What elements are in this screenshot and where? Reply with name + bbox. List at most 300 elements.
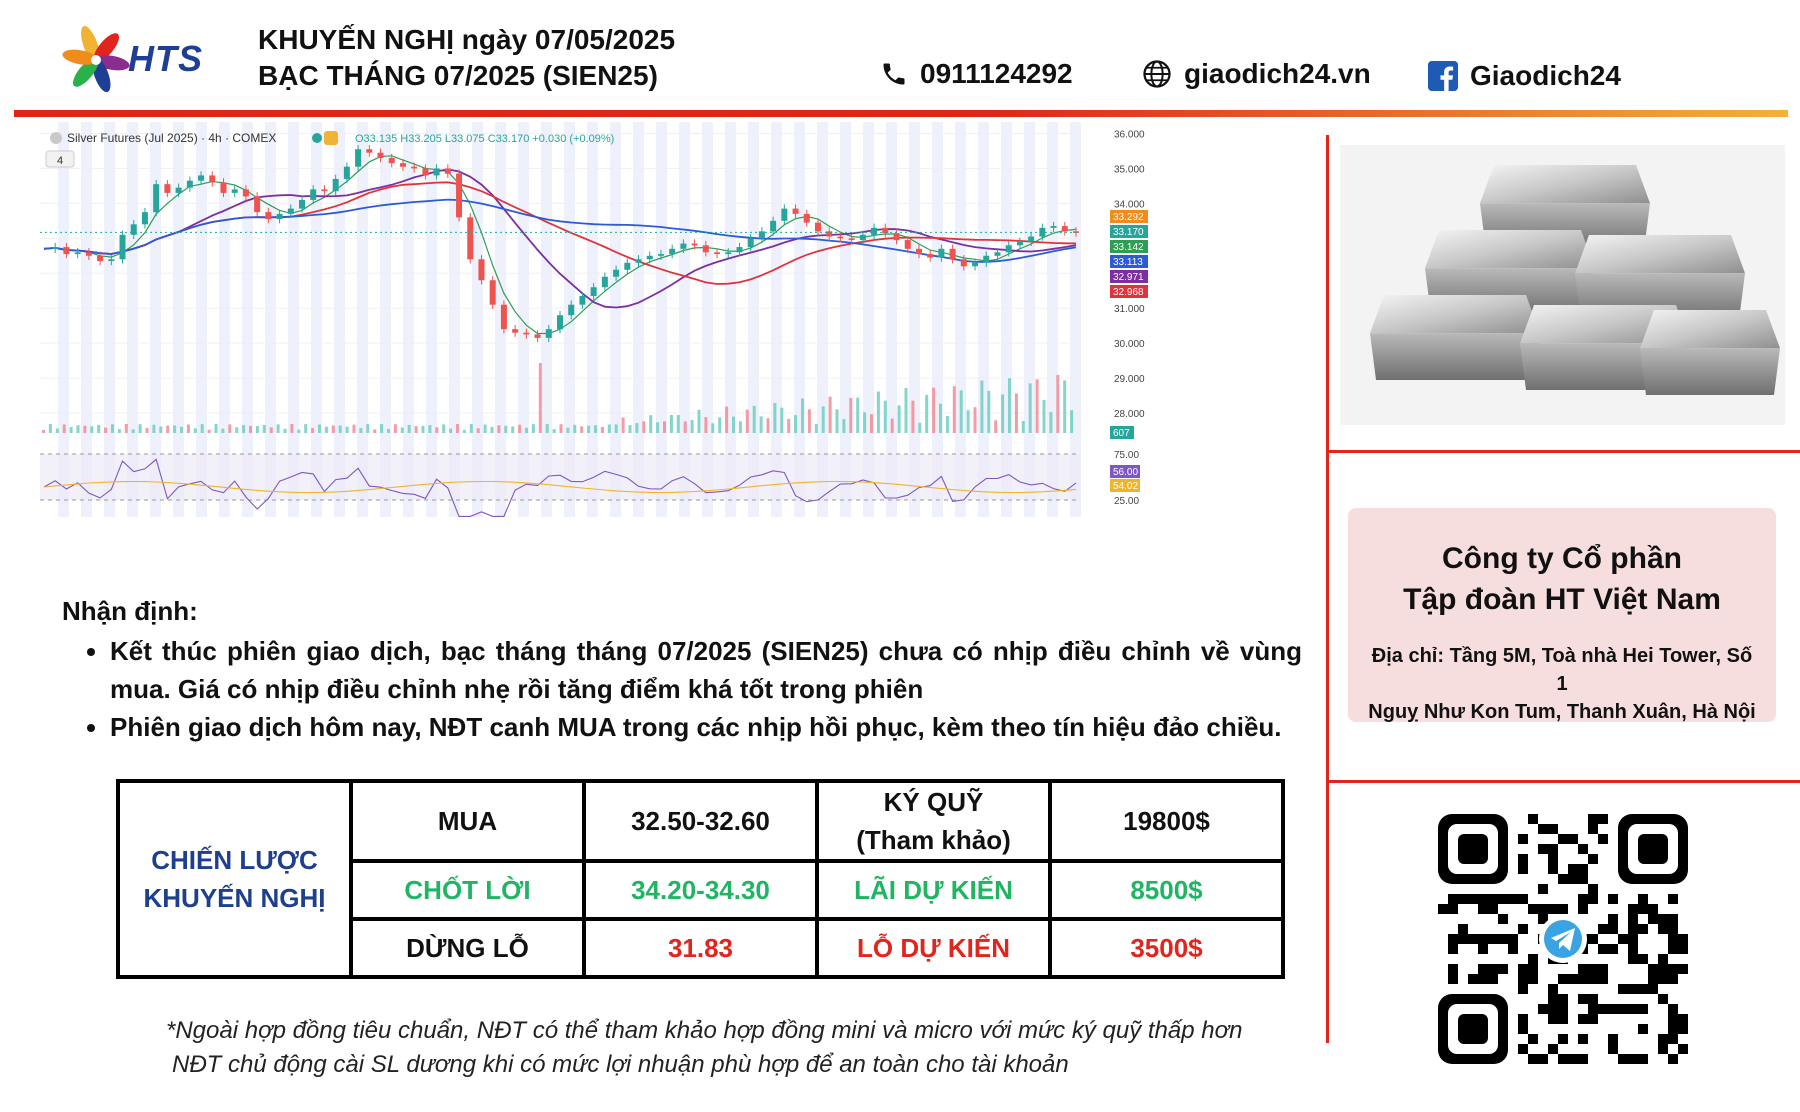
qr-module [1548,994,1558,1004]
qr-module [1668,1004,1678,1014]
qr-module [1508,934,1518,944]
company-name-line-2: Tập đoàn HT Việt Nam [1403,583,1721,616]
volume-bar [422,426,425,433]
volume-bar [677,415,680,433]
volume-bar [739,421,742,433]
volume-bar [967,410,970,433]
phone-number: 0911124292 [920,58,1073,89]
company-card [1348,508,1776,722]
volume-bar [484,425,487,433]
facebook-link[interactable] [1428,60,1621,92]
qr-module [1588,964,1598,974]
volume-bar [987,391,990,433]
y-tick-label: 35.000 [1114,164,1145,176]
candle-body [714,252,720,254]
volume-bar [504,426,507,433]
volume-bar [1008,378,1011,433]
volume-bar [856,398,859,433]
analysis-bullet-1: • Kết thúc phiên giao dịch, bạc tháng tháng 07/2025 (SIEN25) chưa có nhịp điều chỉnh về vùng mua. Giá có nhịp điều chỉnh nhẹ rồi tăng điểm khá tốt trong phiên [110,632,1302,708]
qr-module [1668,1054,1678,1064]
qr-module [1498,894,1508,904]
candle-body [1051,226,1057,228]
qr-module [1628,944,1638,954]
candle-body [602,277,608,287]
qr-module [1658,974,1668,984]
volume-bar [939,404,942,433]
qr-module [1448,934,1458,944]
volume-bar [1015,393,1018,433]
qr-module [1608,1004,1618,1014]
qr-module [1618,984,1628,994]
candle-body [983,256,989,263]
volume-bar [1022,421,1025,433]
volume-bar [228,424,231,433]
volume-bar [111,424,114,433]
qr-module [1588,1004,1598,1014]
volume-bar [718,417,721,433]
price-chart[interactable] [40,122,1330,592]
qr-module [1558,904,1568,914]
candle-body [557,315,563,329]
qr-module [1568,874,1578,884]
qr-module [1618,1054,1628,1064]
qr-module [1528,974,1538,984]
volume-bar [325,427,328,433]
volume-bar [905,388,908,433]
candle-body [131,224,137,234]
market-open-icon [312,133,322,143]
right-divider-2 [1326,780,1800,783]
qr-module [1588,814,1598,824]
volume-bar [842,419,845,433]
volume-bar [415,426,418,433]
price-tag-label: 33.142 [1113,242,1144,253]
volume-bar [387,429,390,433]
volume-bar [911,401,914,433]
volume-bar [580,426,583,433]
qr-module [1658,1044,1668,1054]
volume-bar [311,428,314,433]
margin-label-line-1: KÝ QUỸ [883,787,984,817]
volume-bar [49,424,52,433]
qr-module [1448,974,1458,984]
y-tick-label: 31.000 [1114,304,1145,316]
price-tag-label: 33.292 [1113,212,1144,223]
volume-bar [132,429,135,433]
candle-body [523,333,529,335]
volume-bar [242,425,245,433]
volume-bar [698,410,701,433]
qr-module [1528,964,1538,974]
buy-label: MUA [351,781,584,861]
qr-module [1578,844,1588,854]
qr-module [1458,934,1468,944]
volume-bar [980,381,983,433]
price-tag-label: 33.170 [1113,227,1144,238]
qr-module [1538,844,1548,854]
qr-module [1518,864,1528,874]
candle-body [1017,242,1023,245]
y-tick-label: 29.000 [1114,374,1145,386]
volume-bar [284,429,287,433]
candle-body [636,259,642,262]
facebook-text: Giaodich24 [1470,60,1621,91]
candle-body [1028,237,1034,242]
candle-body [467,217,473,259]
qr-module [1648,984,1658,994]
price-tag-label: 32.971 [1113,272,1144,283]
qr-module [1518,924,1528,934]
volume-bar [670,415,673,433]
strategy-table [116,779,1285,979]
facebook-icon [1428,61,1458,91]
stop-loss-value: 31.83 [584,919,817,977]
volume-bar [525,428,528,433]
volume-bar [297,430,300,433]
qr-module [1538,824,1548,834]
qr-module [1668,1034,1678,1044]
volume-bar [566,428,569,433]
qr-module [1648,904,1658,914]
volume-bar [918,423,921,433]
volume-bar [146,428,149,433]
expected-loss-value: 3500$ [1050,919,1283,977]
candle-body [254,196,260,212]
volume-bar [83,426,86,433]
qr-module [1578,1034,1588,1044]
telegram-icon [1544,920,1582,958]
volume-bar [380,424,383,433]
candle-body [120,235,126,259]
candle-body [568,305,574,315]
qr-module [1668,914,1678,924]
volume-bar [173,425,176,433]
volume-bar [760,416,763,433]
qr-module [1518,1024,1528,1034]
qr-module [1488,934,1498,944]
qr-module [1668,924,1678,934]
phone-icon [880,59,908,89]
qr-module [1458,894,1468,904]
candle-body [321,189,327,191]
volume-bar [470,424,473,433]
qr-module [1478,964,1488,974]
qr-module [1478,904,1488,914]
volume-bar [560,424,563,433]
qr-module [1648,914,1658,924]
volume-bar [615,424,618,433]
volume-bar [608,424,611,433]
candle-body [411,167,417,169]
volume-bar [256,426,259,433]
candle-body [445,168,451,173]
volume-bar [932,388,935,433]
volume-bar [290,424,293,433]
qr-module [1518,834,1528,844]
qr-module [1628,954,1638,964]
volume-bar [746,410,749,433]
header-divider [14,110,1788,117]
table-row-buy [118,781,1283,861]
qr-module [1608,914,1618,924]
take-profit-range: 34.20-34.30 [584,861,817,919]
qr-module [1518,1044,1528,1054]
candle-body [793,209,799,214]
y-tick-label: 34.000 [1114,199,1145,211]
volume-bar [435,427,438,433]
qr-module [1638,954,1648,964]
candle-body [669,249,675,254]
footnote [166,1014,1242,1082]
qr-finder [1638,834,1668,864]
qr-module [1588,994,1598,1004]
chart-ohlc: O33.135 H33.205 L33.075 C33.170 +0.030 (+0.09%) [355,133,615,145]
qr-module [1448,904,1458,914]
qr-module [1548,1014,1558,1024]
candle-body [389,158,395,163]
company-name-line-1: Công ty Cổ phần [1442,542,1682,575]
y-tick-label: 36.000 [1114,129,1145,141]
volume-bar [1063,380,1066,433]
candle-body [815,223,821,232]
volume-bar [711,423,714,433]
qr-module [1558,994,1568,1004]
candle-body [86,252,92,255]
volume-bar [270,427,273,433]
silver-bars-image [1340,145,1785,425]
qr-module [1498,914,1508,924]
volume-bar [235,427,238,433]
rsi-band [40,454,1080,500]
qr-module [1598,834,1608,844]
globe-icon [1142,59,1172,89]
volume-bar [794,415,797,433]
qr-module [1668,934,1678,944]
qr-finder [1458,834,1488,864]
qr-module [1578,994,1588,1004]
qr-module [1568,864,1578,874]
qr-module [1588,1014,1598,1024]
volume-bar [877,391,880,433]
volume-bar [1029,383,1032,433]
candle-body [198,175,204,180]
candle-body [770,221,776,231]
qr-module [1668,1014,1678,1024]
candle-body [63,247,69,254]
strategy-label-text: CHIẾN LƯỢC KHUYẾN NGHỊ [143,845,326,913]
chart-svg[interactable] [40,122,1330,592]
volume-bar [442,424,445,433]
volume-bar [553,429,556,433]
volume-bar [822,406,825,433]
qr-module [1628,914,1638,924]
volume-bar [960,390,963,433]
volume-bar [808,409,811,433]
volume-bar [90,426,93,433]
volume-bar [635,423,638,433]
volume-bar [339,426,342,433]
qr-module [1538,1054,1548,1064]
qr-module [1578,1054,1588,1064]
qr-module [1528,1034,1538,1044]
qr-module [1588,934,1598,944]
logo-text: HTS [128,38,203,79]
volume-bar [925,395,928,433]
volume-bar [353,425,356,433]
volume-bar [401,427,404,433]
qr-module [1518,854,1528,864]
candle-body [164,184,170,193]
volume-bar [870,414,873,433]
volume-bar [773,403,776,433]
website-link[interactable] [1142,58,1371,90]
price-tag-label: 33.113 [1113,257,1143,268]
take-profit-label: CHỐT LỜI [351,861,584,919]
qr-module [1578,864,1588,874]
qr-module [1558,1054,1568,1064]
qr-module [1568,1054,1578,1064]
candle-body [97,256,103,261]
volume-bar [725,407,728,433]
volume-bar [780,408,783,433]
qr-module [1618,934,1628,944]
qr-module [1548,844,1558,854]
qr-module [1588,824,1598,834]
candle-body [434,168,440,175]
candle-body [748,238,754,247]
candle-body [299,200,305,209]
volume-bar [318,425,321,433]
qr-module [1578,904,1588,914]
candle-body [871,228,877,235]
qr-module [1438,904,1448,914]
qr-module [1588,974,1598,984]
volume-bar [373,430,376,433]
qr-module [1548,854,1558,864]
volume-bar [304,424,307,433]
volume-bar [622,417,625,433]
qr-module [1448,944,1458,954]
analysis-bullet-2: • Phiên giao dịch hôm nay, NĐT canh MUA trong các nhịp hồi phục, kèm theo tín hiệu đảo chiều. [110,708,1302,746]
qr-module [1448,964,1458,974]
buy-range: 32.50-32.60 [584,781,817,861]
volume-bar [428,425,431,433]
volume-bar [208,430,211,433]
volume-bar [42,430,45,433]
qr-module [1578,964,1588,974]
qr-module [1498,964,1508,974]
candle-body [75,252,81,254]
qr-module [1448,894,1458,904]
candle-body [647,256,653,259]
qr-module [1548,1044,1558,1054]
candle-body [243,189,249,196]
candle-body [804,214,810,223]
volume-bar [753,406,756,433]
volume-bar [152,425,155,433]
candle-body [310,189,316,199]
qr-module [1458,924,1468,934]
volume-bar [573,425,576,433]
qr-module [1498,934,1508,944]
volume-bar [601,427,604,433]
rsi-tick-label: 75.00 [1114,450,1140,461]
volume-bar [849,398,852,433]
volume-bar [539,363,542,433]
candle-body [378,153,384,158]
volume-bar [974,407,977,433]
qr-module [1658,964,1668,974]
candle-body [692,244,698,246]
volume-bar [201,424,204,433]
footnote-line-2: NĐT chủ động cài SL dương khi có mức lợi nhuận phù hợp để an toàn cho tài khoản [172,1051,1069,1078]
candle-body [333,179,339,191]
candle-body [950,249,956,259]
volume-bar [56,428,59,433]
volume-bar [1043,400,1046,433]
phone-contact[interactable] [880,58,1073,90]
qr-module [1658,994,1668,1004]
volume-bar [70,427,73,433]
qr-module [1608,924,1618,934]
candle-body [108,259,114,261]
indicator-count: 4 [56,155,64,167]
candle-body [1062,226,1068,231]
candle-body [153,184,159,212]
qr-module [1488,894,1498,904]
silver-ingot [1370,295,1540,380]
volume-bar [532,424,535,433]
candle-body [624,263,630,270]
qr-module [1478,894,1488,904]
qr-module [1628,984,1638,994]
qr-module [1638,1054,1648,1064]
delayed-badge-icon [324,131,338,145]
qr-module [1488,964,1498,974]
rsi-tick-label: 25.00 [1114,496,1140,507]
qr-finder [1458,1014,1488,1044]
candle-body [736,247,742,252]
qr-module [1678,1044,1688,1054]
margin-label [817,781,1050,861]
qr-module [1648,974,1658,984]
page-title [258,22,675,94]
volume-bar [994,420,997,433]
volume-bar [953,386,956,433]
volume-bar [491,427,494,433]
candle-body [501,305,507,329]
volume-bar [1070,410,1073,433]
volume-bar [691,420,694,433]
qr-module [1658,914,1668,924]
volume-bar [139,424,142,433]
candle-body [972,263,978,266]
y-tick-label: 28.000 [1114,409,1145,421]
volume-bar [829,397,832,433]
qr-module [1558,1014,1568,1024]
volume-bar [1056,375,1059,433]
candle-body [591,287,597,296]
qr-module [1678,934,1688,944]
volume-bar [263,425,266,433]
qr-module [1528,904,1538,914]
candle-body [366,149,372,152]
volume-bar [1001,394,1004,433]
qr-module [1598,944,1608,954]
candle-body [344,167,350,179]
volume-bar [63,424,66,433]
telegram-qr-code[interactable] [1438,814,1688,1064]
